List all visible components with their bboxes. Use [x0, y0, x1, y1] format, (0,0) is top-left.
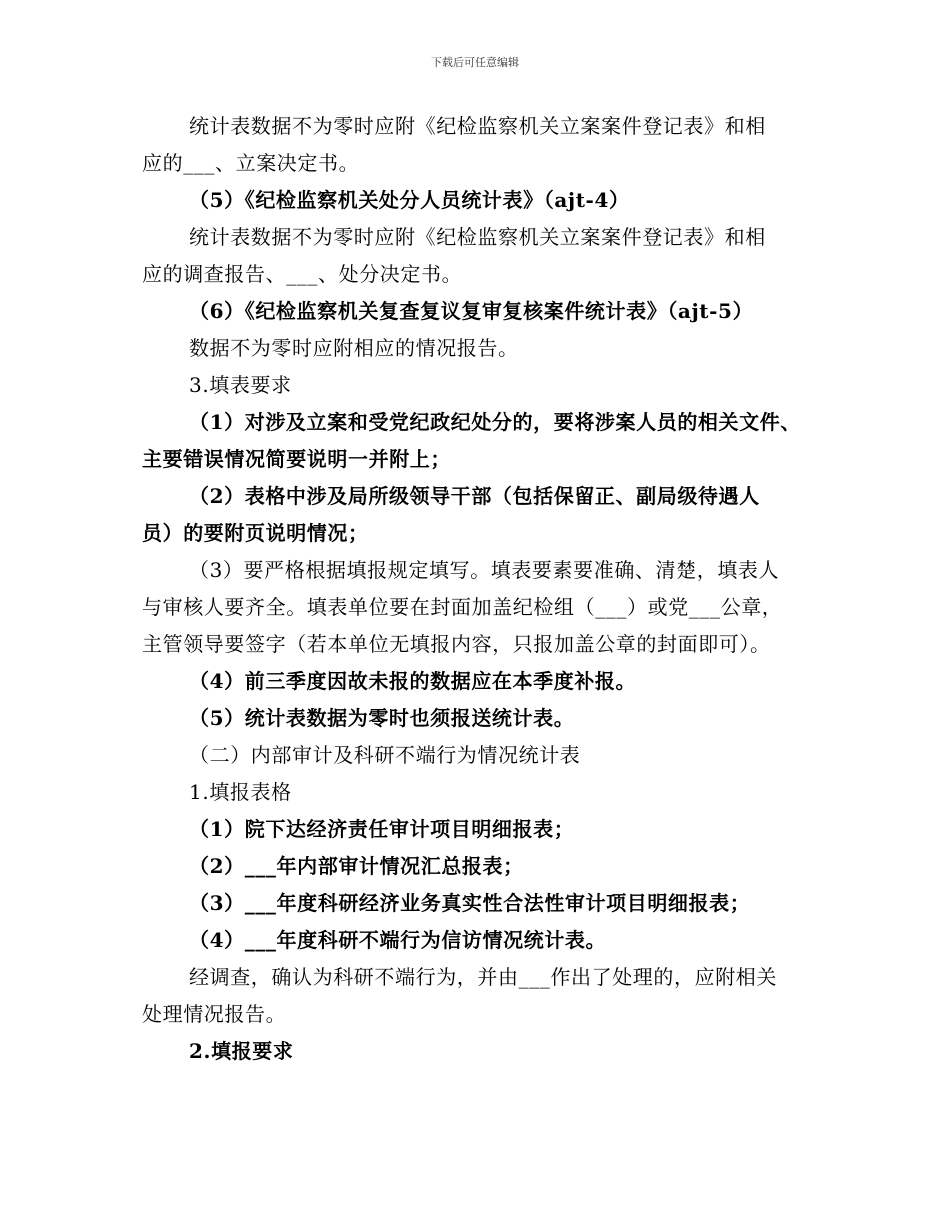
section-heading: 1.填报表格 [189, 780, 292, 804]
paragraph-line: 应的调查报告、___、处分决定书。 [142, 262, 463, 286]
requirement-item: （5）统计表数据为零时也须报送统计表。 [189, 706, 575, 730]
section-heading: 3.填表要求 [189, 373, 292, 397]
requirement-item: 与审核人要齐全。填表单位要在封面加盖纪检组（___）或党___公章， [142, 595, 783, 619]
table-item-heading: （6）《纪检监察机关复查复议复审复核案件统计表》（ajt-5） [189, 299, 754, 323]
section-heading: （二）内部审计及科研不端行为情况统计表 [189, 743, 581, 767]
paragraph-line: 应的___、立案决定书。 [142, 151, 360, 175]
paragraph-line: 统计表数据不为零时应附《纪检监察机关立案案件登记表》和相 [189, 225, 766, 249]
requirement-item: 员）的要附页说明情况； [142, 521, 369, 545]
requirement-item: （1）对涉及立案和受党纪政纪处分的，要将涉案人员的相关文件、 [189, 410, 801, 434]
form-list-item: （1）院下达经济责任审计项目明细报表； [189, 817, 575, 841]
requirement-item: （3）要严格根据填报规定填写。填表要素要准确、清楚，填表人 [189, 558, 780, 582]
form-list-item: （2）___年内部审计情况汇总报表； [189, 854, 524, 878]
requirement-item: 主要错误情况简要说明一并附上； [142, 447, 451, 471]
requirement-item: （2）表格中涉及局所级领导干部（包括保留正、副局级待遇人 [189, 484, 760, 508]
section-heading: 2.填报要求 [189, 1039, 294, 1063]
form-list-item: （4）___年度科研不端行为信访情况统计表。 [189, 928, 607, 952]
form-list-item: （3）___年度科研经济业务真实性合法性审计项目明细报表； [189, 891, 751, 915]
requirement-item: （4）前三季度因故未报的数据应在本季度补报。 [189, 669, 637, 693]
table-item-heading: （5）《纪检监察机关处分人员统计表》（ajt-4） [189, 188, 630, 212]
paragraph-line: 数据不为零时应附相应的情况报告。 [189, 336, 519, 360]
page-header: 下载后可任意编辑 [431, 56, 519, 69]
paragraph-line: 处理情况报告。 [142, 1002, 287, 1026]
requirement-item: 主管领导要签字（若本单位无填报内容，只报加盖公章的封面即可）。 [142, 632, 771, 656]
paragraph-line: 经调查，确认为科研不端行为，并由___作出了处理的，应附相关 [189, 965, 777, 989]
paragraph-line: 统计表数据不为零时应附《纪检监察机关立案案件登记表》和相 [189, 114, 766, 138]
